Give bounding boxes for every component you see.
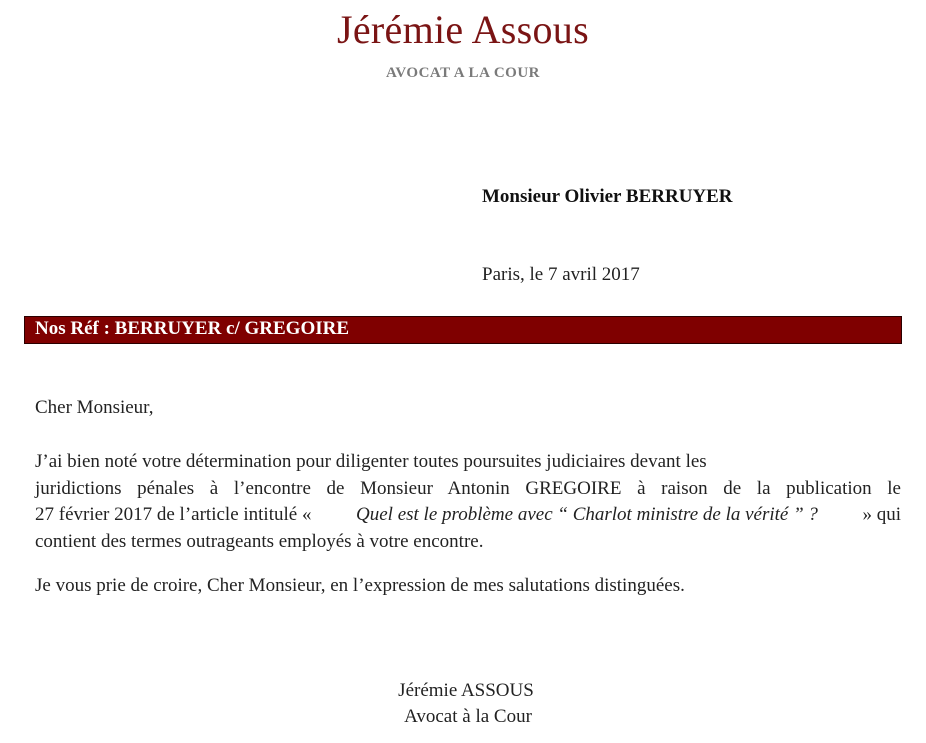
body-line-3 <box>35 502 901 529</box>
body-line-4 <box>35 529 901 556</box>
body-paragraph <box>35 449 901 555</box>
salutation: Cher Monsieur, <box>35 397 154 418</box>
body-line-3-before: 27 février 2017 de l’article intitulé « <box>35 504 312 525</box>
closing-formula: Je vous prie de croire, Cher Monsieur, en l’expression de mes salutations distinguées. <box>35 575 685 596</box>
body-line-4-text: contient des termes outrageants employés à votre encontre. <box>35 530 484 552</box>
letterhead-name: Jérémie Assous <box>337 7 589 52</box>
recipient-name: Monsieur Olivier BERRUYER <box>482 186 733 207</box>
body-line-2 <box>35 476 901 503</box>
signature-name: Jérémie ASSOUS <box>398 680 534 701</box>
body-line-1 <box>35 449 901 476</box>
body-line-3-after: » qui <box>862 504 901 525</box>
body-line-1-text: J’ai bien noté votre détermination pour diligenter toutes poursuites judiciaires devant les <box>35 451 707 472</box>
body-line-2-text: juridictions pénales à l’encontre de Monsieur Antonin GREGOIRE à raison de la publication le <box>35 477 901 499</box>
date-line: Paris, le 7 avril 2017 <box>482 264 640 285</box>
letterhead-title: AVOCAT A LA COUR <box>386 65 540 81</box>
reference-bar <box>24 316 902 344</box>
signature-title: Avocat à la Cour <box>404 706 532 727</box>
article-title: Quel est le problème avec “ Charlot ministre de la vérité ” ? <box>356 504 818 525</box>
reference-text: Nos Réf : BERRUYER c/ GREGOIRE <box>35 318 350 339</box>
